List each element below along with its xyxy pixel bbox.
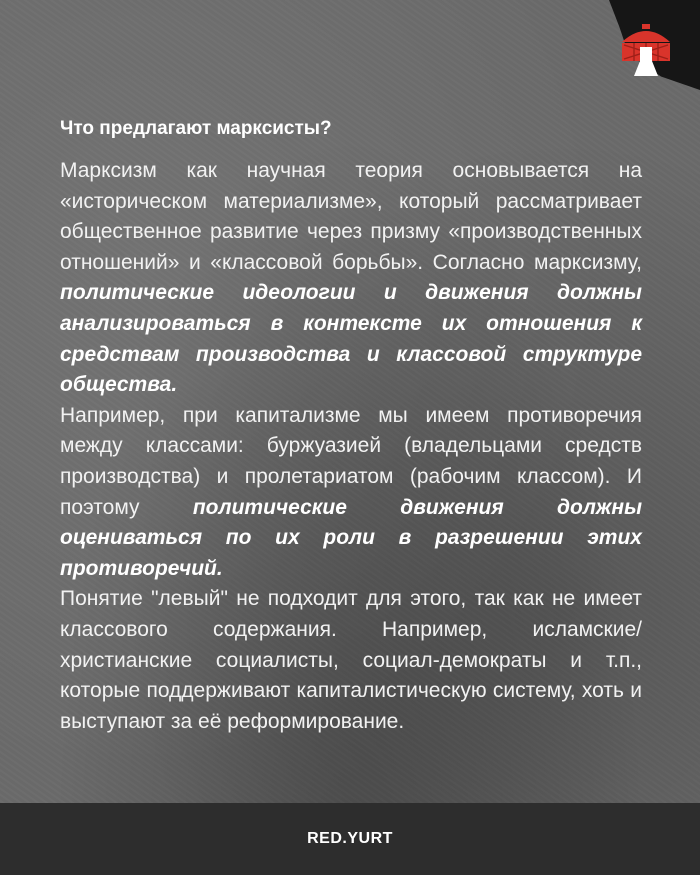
footer-bar <box>0 803 700 875</box>
paragraph-1-emphasis: политические идеологии и движения должны анализироваться в контексте их отношения к средствам производства и классовой структуре общества. <box>60 281 642 397</box>
paragraph-3: Понятие "левый" не подходит для этого, так как не имеет классового содержания. Например, исламские/христианские социалисты, социал-демократы и т.п., которые поддерживают капиталистическую систему, хоть и выступают за её реформирование. <box>60 587 642 733</box>
article-heading: Что предлагают марксисты? <box>60 118 332 139</box>
paragraph-1 <box>60 156 642 401</box>
article-body <box>60 118 642 737</box>
paragraph-2 <box>60 401 642 585</box>
paragraph-2-text: Например, при капитализме мы имеем противоречия между классами: буржуазией (владельцами средств производства) и пролетариатом (рабочим классом). И поэтому <box>60 403 642 519</box>
footer-brand: RED.YURT <box>307 830 393 847</box>
paragraph-1-text: Марксизм как научная теория основывается на «историческом материализме», который рассматривает общественное развитие через призму «производственных отношений» и «классовой борьбы». Согласно марксизму, <box>60 159 642 274</box>
yurt-logo-icon <box>614 16 678 78</box>
paragraph-2-emphasis: политические движения должны оцениваться по их роли в разрешении этих противоречий. <box>60 495 642 580</box>
